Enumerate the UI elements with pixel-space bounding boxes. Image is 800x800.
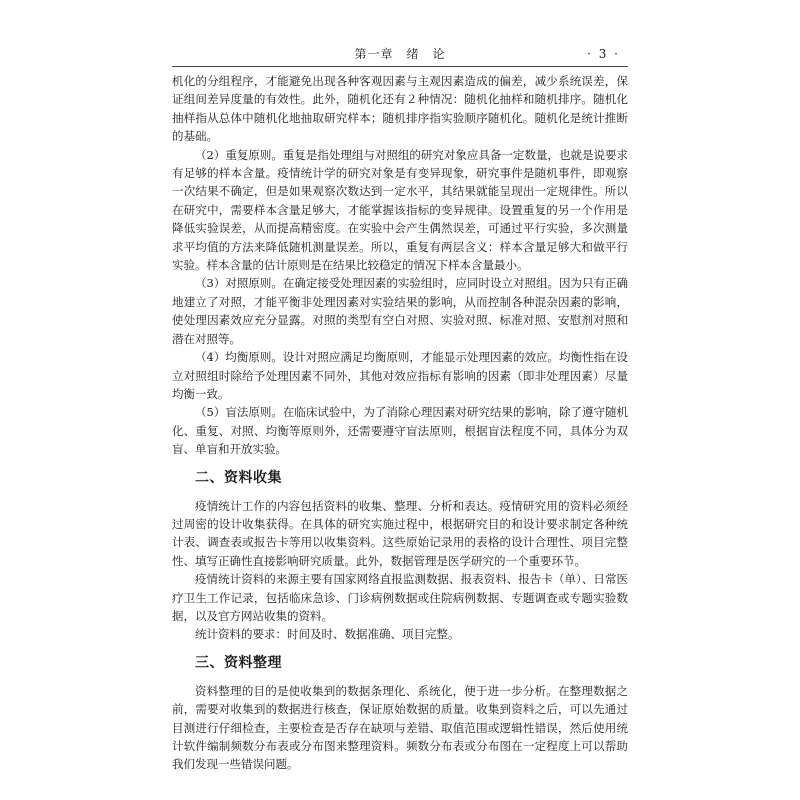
section-heading-data-organization: 三、资料整理 bbox=[195, 654, 282, 671]
paragraph-collection-2: 疫情统计资料的来源主要有国家网络直报监测数据、报表资料、报告卡（单）、日常医疗卫生工作记录，包括临床急诊、门诊病例数据或住院病例数据、专题调查或专题实验数据，以及官方网站收集的资料。 bbox=[172, 572, 628, 623]
paragraph-replication: （2）重复原则。重复是指处理组与对照组的研究对象应具备一定数量，也就是说要求有足够的样本含量。疫情统计学的研究对象是有变异现象，研究事件是随机事件，即观察一次结果不确定，但是如果观察次数达到一定水平，其结果就能呈现出一定规律性。所以在研究中，需要样本含量足够大，才能掌握该指标的变异规律。设置重复的另一个作用是降低实验误差，从而提高精密度。在实验中会产生偶然误差，可通过平行实验，多次测量求平均值的方法来降低随机测量误差。所以，重复有两层含义：样本含量足够大和做平行实验。样本含量的估计原则是在结果比较稳定的情况下样本含量最小。 bbox=[172, 147, 628, 273]
paragraph-balance: （4）均衡原则。设计对照应满足均衡原则，才能显示处理因素的效应。均衡性指在设立对照组时除给予处理因素不同外，其他对效应指标有影响的因素（即非处理因素）尽量均衡一致。 bbox=[172, 350, 628, 401]
page-number: · 3 · bbox=[587, 47, 620, 61]
chapter-title: 第一章 绪 论 bbox=[354, 47, 446, 61]
paragraph-organization-1: 资料整理的目的是使收集到的数据条理化、系统化，便于进一步分析。在整理数据之前，需要对收集到的数据进行核查，保证原始数据的质量。收集到资料之后，可以先通过目测进行仔细检查，主要检查是否存在缺项与差错、取值范围或逻辑性错误，然后使用统计软件编制频数分布表或分布图来整理资料。频数分布表或分布图在一定程度上可以帮助我们发现一些错误问题。 bbox=[172, 683, 628, 772]
paragraph-control: （3）对照原则。在确定接受处理因素的实验组时，应同时设立对照组。因为只有正确地建立了对照，才能平衡非处理因素对实验结果的影响，从而控制各种混杂因素的影响，使处理因素效应充分显露。对照的类型有空白对照、实验对照、标准对照、安慰剂对照和潜在对照等。 bbox=[172, 276, 628, 346]
page-body bbox=[172, 72, 628, 774]
paragraph-collection-1: 疫情统计工作的内容包括资料的收集、整理、分析和表达。疫情研究用的资料必须经过周密的设计收集获得。在具体的研究实施过程中，根据研究目的和设计要求制定各种统计表、调查表或报告卡等用以收集资料。这些原始记录用的表格的设计合理性、项目完整性、填写正确性直接影响研究质量。此外，数据管理是医学研究的一个重要环节。 bbox=[172, 498, 628, 568]
paragraph-collection-3: 统计资料的要求：时间及时、数据准确、项目完整。 bbox=[195, 627, 460, 642]
section-heading-data-collection: 二、资料收集 bbox=[195, 469, 282, 486]
paragraph-blinding: （5）盲法原则。在临床试验中，为了消除心理因素对研究结果的影响，除了遵守随机化、重复、对照、均衡等原则外，还需要遵守盲法原则，根据盲法程度不同，具体分为双盲、单盲和开放实验。 bbox=[172, 405, 628, 457]
running-header bbox=[172, 46, 628, 67]
paragraph-randomization-cont: 机化的分组程序，才能避免出现各种客观因素与主观因素造成的偏差，减少系统误差，保证组间差异度量的有效性。此外，随机化还有２种情况：随机化抽样和随机排序。随机化抽样指从总体中随机化地抽取研究样本；随机排序指实验顺序随机化。随机化是统计推断的基础。 bbox=[172, 74, 628, 144]
